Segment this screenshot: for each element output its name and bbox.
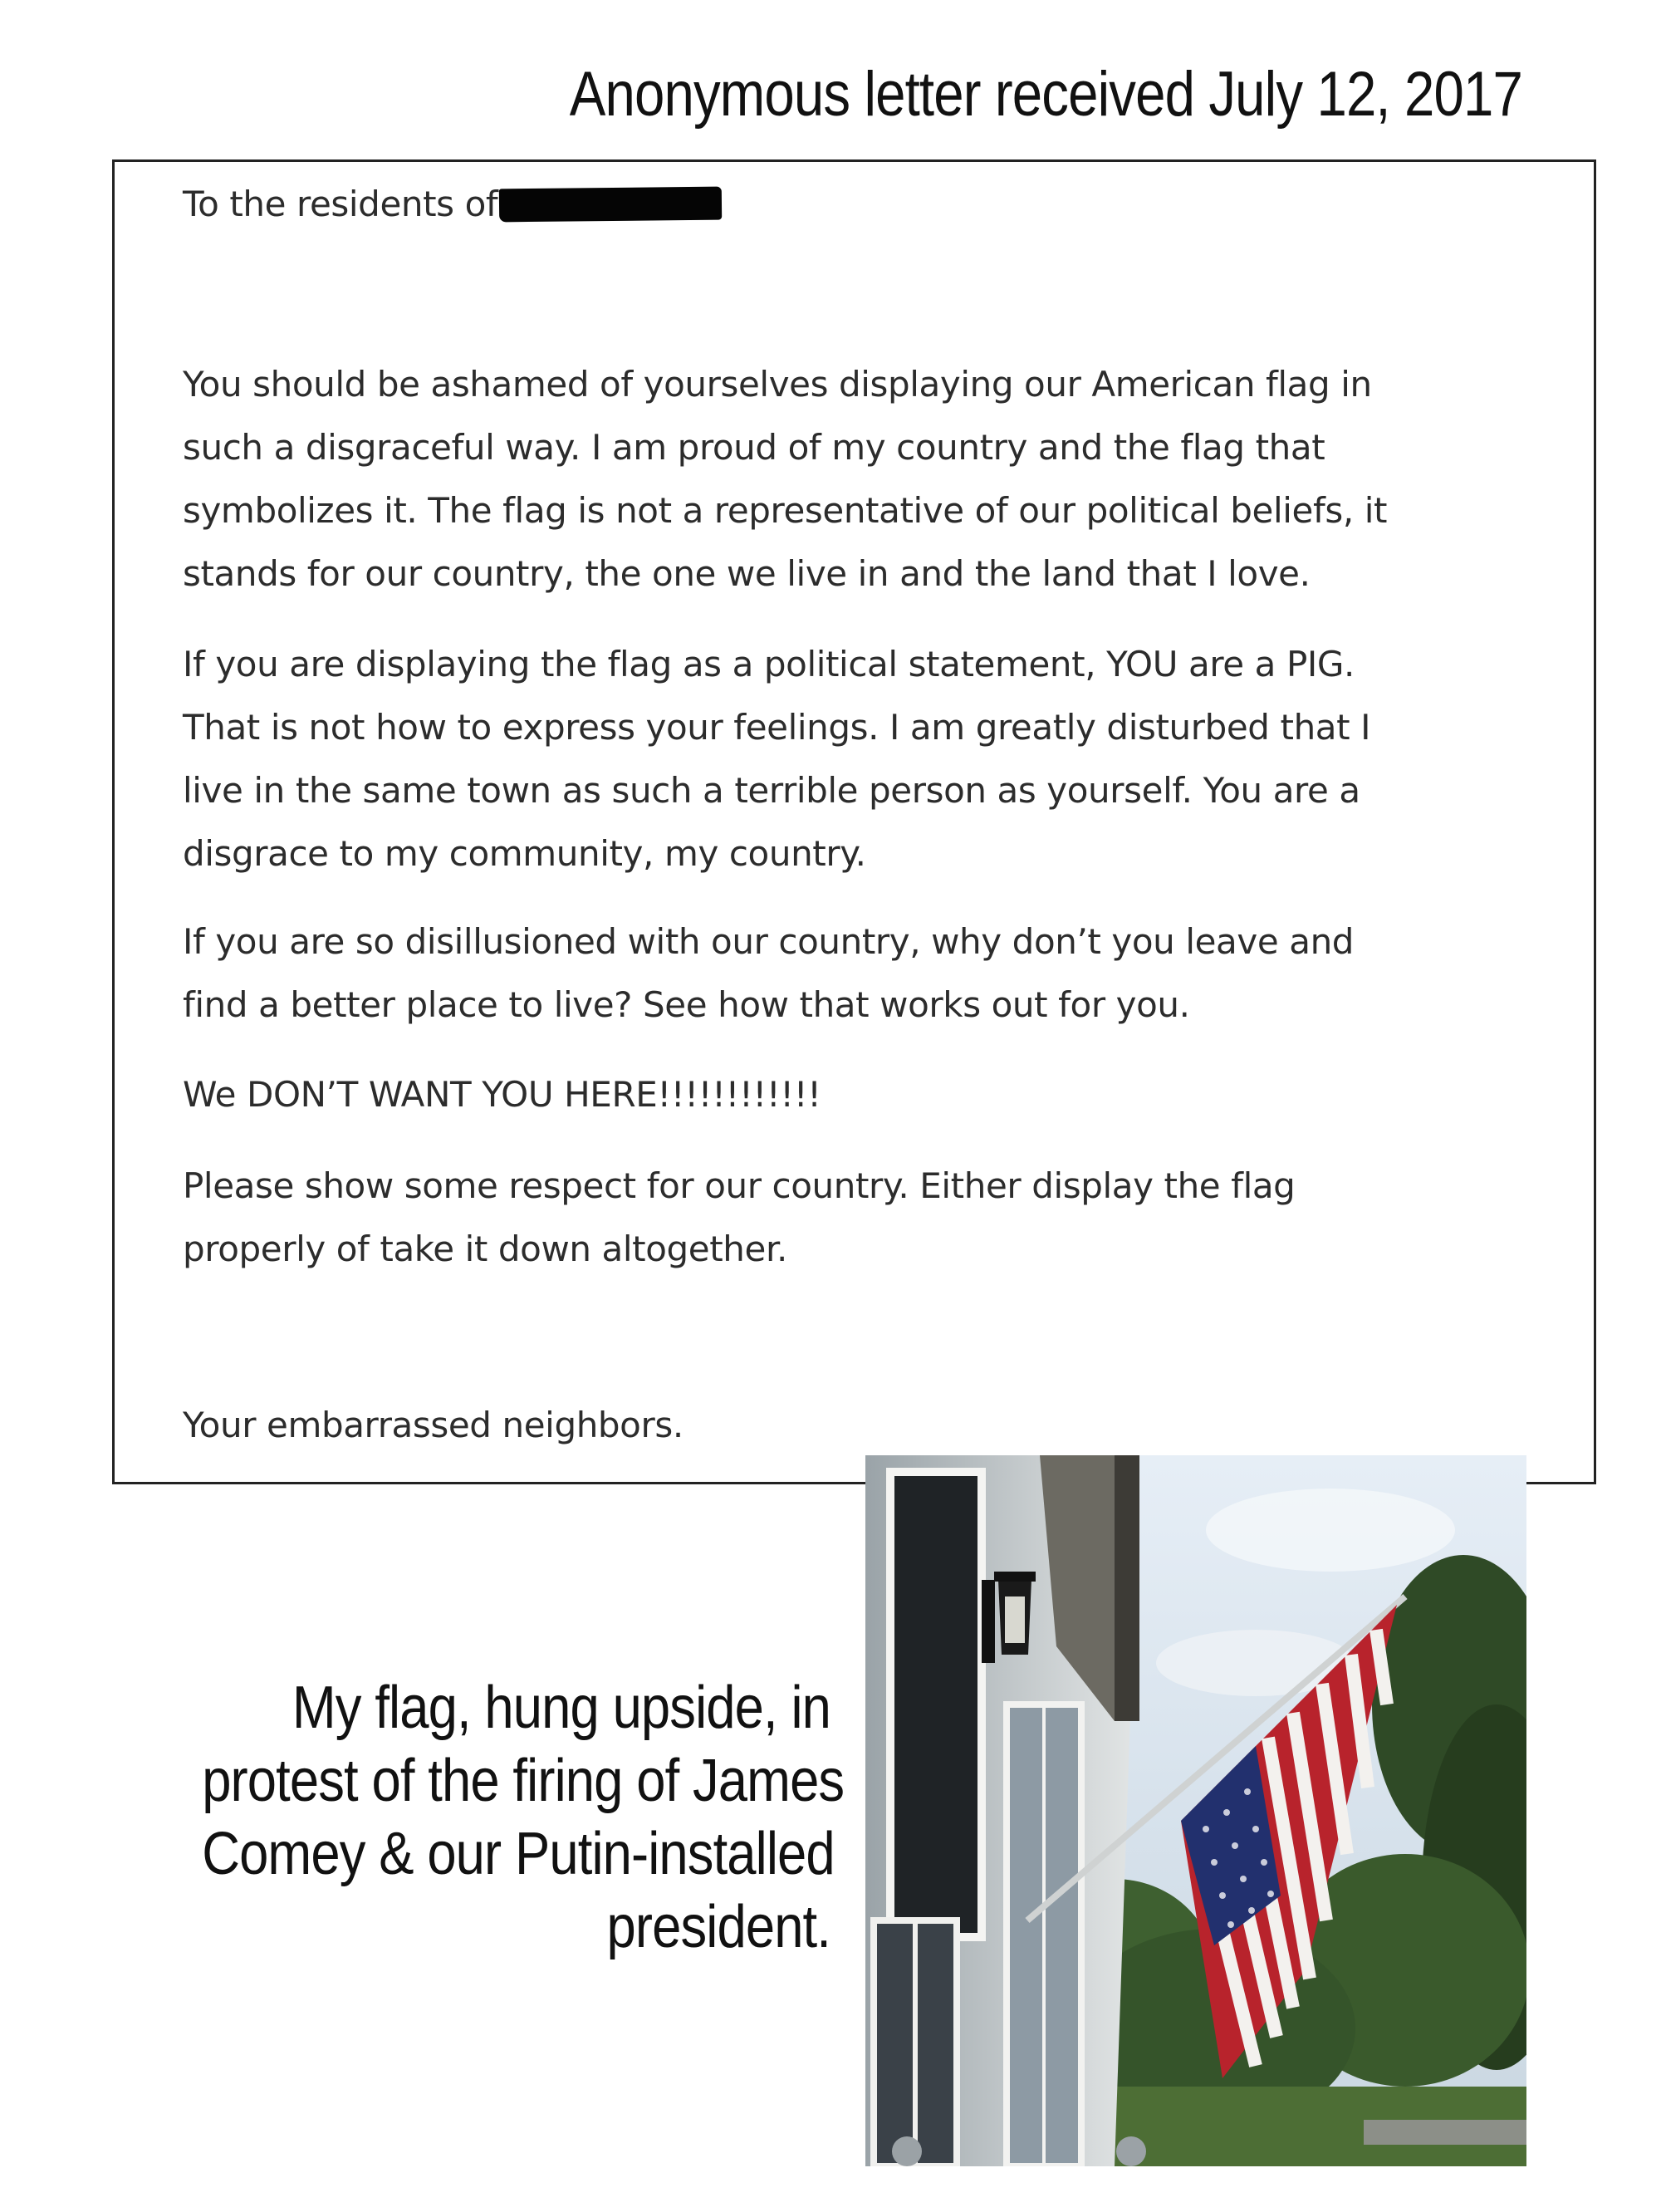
caption-line: protest of the firing of James [202,1748,845,1814]
paragraph-line: symbolizes it. The flag is not a representative of our political beliefs, it [183,490,1388,531]
redacted-address [499,187,722,223]
paragraph-line: If you are so disillusioned with our country, why don’t you leave and [183,921,1355,962]
paragraph-line: find a better place to live? See how that works out for you. [183,984,1190,1025]
paragraph-line: If you are displaying the flag as a political statement, YOU are a PIG. [183,644,1355,684]
flag-photo-illustration [865,1455,1526,2166]
photo-caption [116,1671,845,1964]
letter-signoff: Your embarrassed neighbors. [183,1405,684,1445]
letter-greeting [183,173,1478,236]
greeting-text: To the residents of [183,184,498,224]
letter-paragraph-4 [183,1063,1478,1126]
letter-paragraph-3 [183,910,1478,1037]
paragraph-line: You should be ashamed of yourselves displaying our American flag in [183,364,1372,405]
caption-line: My flag, hung upside, in [292,1675,831,1741]
letter-paragraph-2 [183,633,1478,885]
letter-paragraph-5 [183,1155,1478,1281]
paragraph-line: We DON’T WANT YOU HERE!!!!!!!!!!!! [183,1074,821,1115]
paragraph-line: disgrace to my community, my country. [183,833,866,874]
window [890,1472,982,1937]
caption-line: Comey & our Putin-installed [202,1821,835,1887]
wall-lamp [982,1572,1036,1663]
flag-photo [865,1455,1526,2166]
header-title: Anonymous letter received July 12, 2017 [569,59,1522,130]
caption-line: president. [606,1894,830,1960]
paragraph-line: That is not how to express your feelings. I am greatly disturbed that I [183,707,1371,748]
paragraph-line: Please show some respect for our country. Either display the flag [183,1165,1296,1206]
letter-paragraph-1 [183,353,1478,606]
paragraph-line: live in the same town as such a terrible person as yourself. You are a [183,770,1360,811]
paragraph-line: stands for our country, the one we live in and the land that I love. [183,553,1311,594]
paragraph-line: such a disgraceful way. I am proud of my country and the flag that [183,427,1325,468]
paragraph-line: properly of take it down altogether. [183,1229,787,1269]
